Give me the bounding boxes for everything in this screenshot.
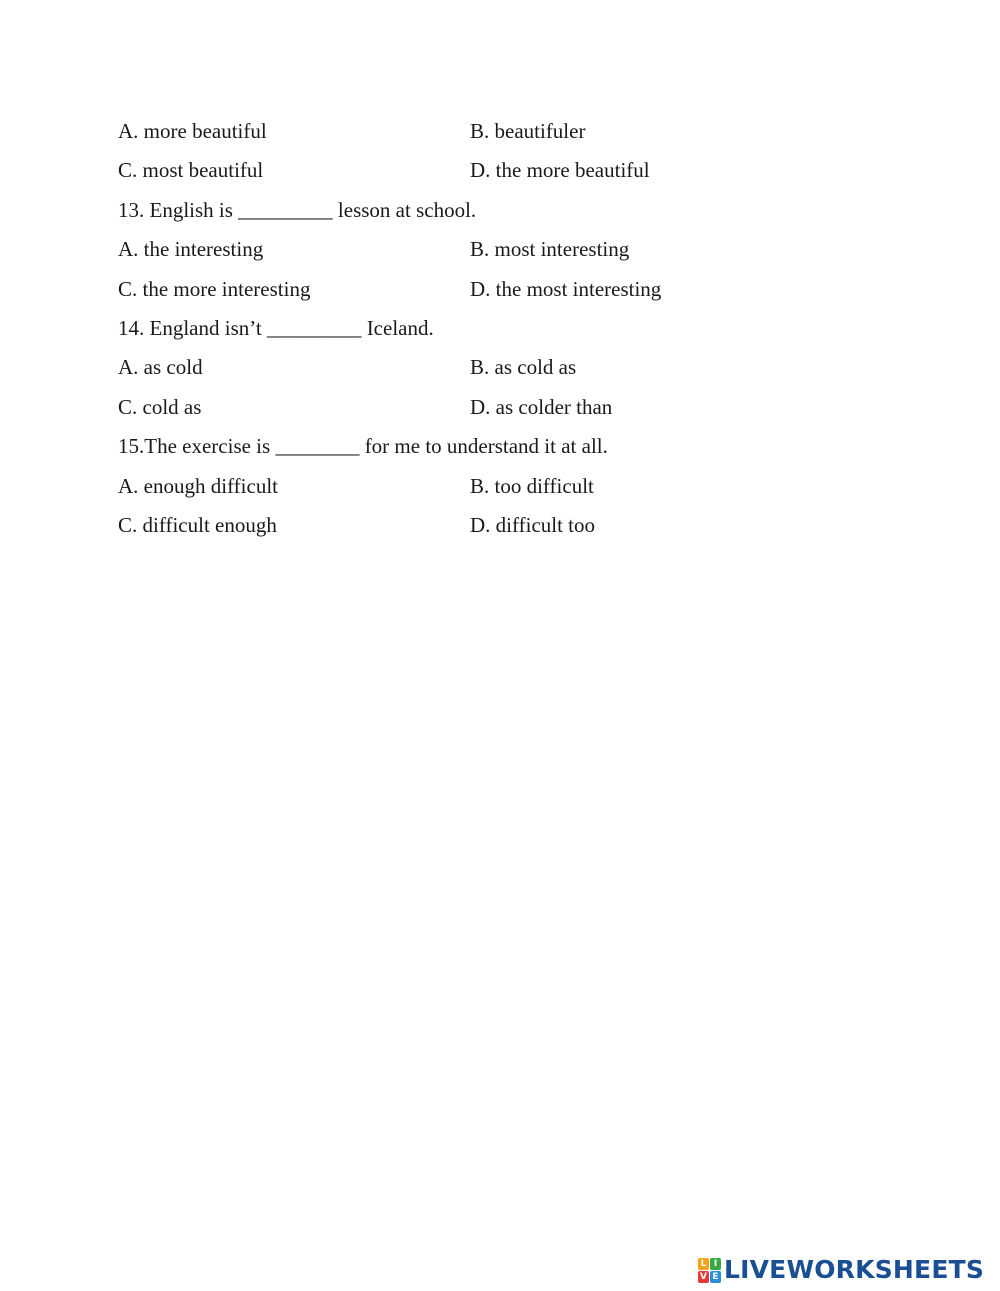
option-13c[interactable]: C. the more interesting [118, 276, 311, 301]
question-13-prompt: 13. English is _________ lesson at school. [118, 197, 477, 222]
option-12c[interactable]: C. most beautiful [118, 158, 264, 183]
logo-text: LIVEWORKSHEETS [724, 1255, 985, 1284]
option-15b[interactable]: B. too difficult [470, 473, 594, 498]
question-14-options-ab [118, 350, 818, 389]
option-12b[interactable]: B. beautifuler [470, 119, 586, 143]
question-12-options-cd [118, 153, 818, 192]
logo-tile-l: L [698, 1258, 709, 1270]
liveworksheets-logo [698, 1256, 984, 1284]
option-15d[interactable]: D. difficult too [470, 512, 596, 537]
question-13-options-ab [118, 232, 818, 271]
option-12a[interactable]: A. more beautiful [118, 119, 267, 143]
question-15-options-cd [118, 508, 818, 547]
option-14c[interactable]: C. cold as [118, 394, 202, 419]
question-13-options-cd [118, 272, 818, 311]
question-14-options-cd [118, 390, 818, 429]
option-12d[interactable]: D. the more beautiful [470, 158, 650, 183]
logo-tile-e: E [710, 1271, 721, 1283]
worksheet [118, 114, 818, 547]
question-12-options-ab [118, 114, 818, 153]
option-13a[interactable]: A. the interesting [118, 237, 264, 262]
question-15-prompt: 15.The exercise is ________ for me to understand it at all. [118, 434, 608, 459]
question-14-prompt: 14. England isn’t _________ Iceland. [118, 315, 434, 340]
option-15a[interactable]: A. enough difficult [118, 473, 279, 498]
option-14b[interactable]: B. as cold as [470, 355, 577, 380]
logo-tile-i: I [710, 1258, 721, 1270]
option-13b[interactable]: B. most interesting [470, 237, 630, 262]
question-15-options-ab [118, 469, 818, 508]
option-14a[interactable]: A. as cold [118, 355, 203, 380]
option-13d[interactable]: D. the most interesting [470, 276, 662, 301]
logo-mark-icon [698, 1258, 721, 1283]
option-15c[interactable]: C. difficult enough [118, 512, 277, 537]
logo-tile-v: V [698, 1271, 709, 1283]
option-14d[interactable]: D. as colder than [470, 394, 613, 419]
